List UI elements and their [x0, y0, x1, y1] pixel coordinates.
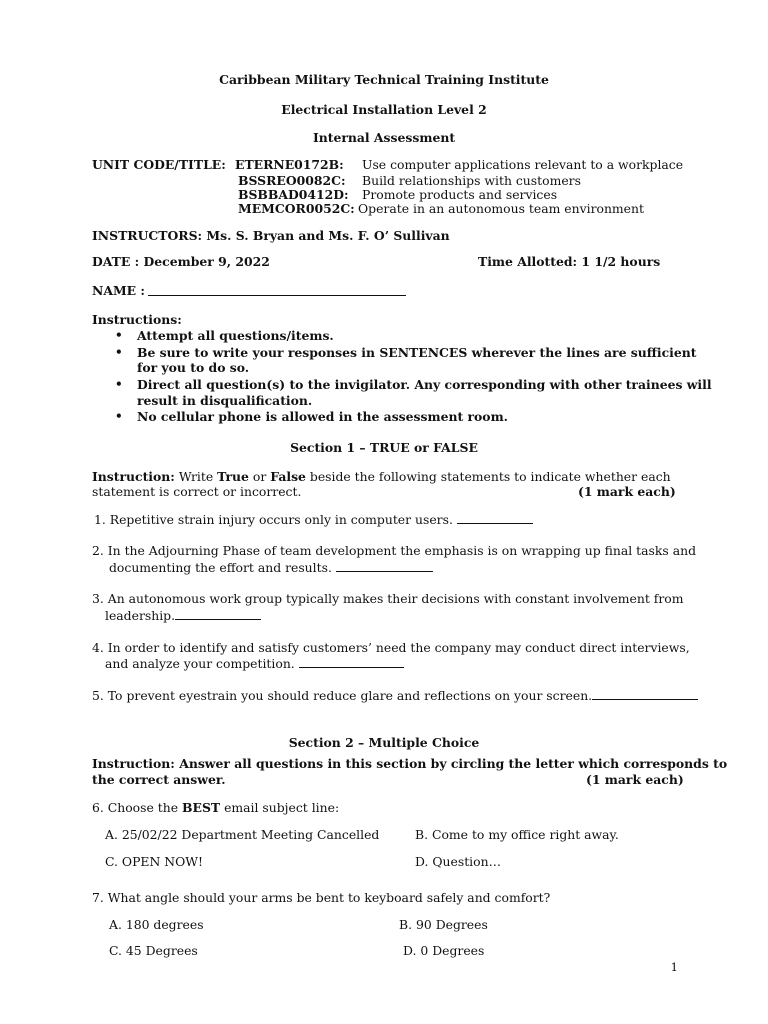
- answer-blank-4[interactable]: [299, 656, 404, 668]
- answer-blank-3[interactable]: [175, 608, 261, 620]
- instructions-heading: Instructions:: [92, 312, 182, 327]
- question-6-stem-b: email subject line:: [224, 800, 340, 815]
- question-2-line1: 2. In the Adjourning Phase of team development the emphasis is on wrapping up final tasks and: [92, 543, 696, 558]
- unit-code-4: MEMCOR0052C:: [238, 201, 355, 216]
- time-allotted: Time Allotted: 1 1/2 hours: [478, 254, 661, 269]
- q6-option-a[interactable]: A. 25/02/22 Department Meeting Cancelled: [105, 827, 380, 842]
- unit-title-3: Promote products and services: [362, 187, 558, 202]
- bullet-dot: •: [115, 345, 123, 359]
- or-word: or: [252, 469, 267, 484]
- question-4-text: and analyze your competition.: [105, 656, 295, 671]
- question-2-text: documenting the effort and results.: [109, 560, 332, 575]
- unit-code-2: BSSREO0082C:: [238, 173, 346, 188]
- section-1-marks: (1 mark each): [578, 484, 676, 499]
- instruction-label: Instruction:: [92, 469, 175, 484]
- unit-code-3: BSBBAD0412D:: [238, 187, 349, 202]
- name-label: NAME :: [92, 283, 145, 298]
- question-1: [94, 512, 533, 527]
- question-3-line1: 3. An autonomous work group typically makes their decisions with constant involvement from: [92, 591, 684, 606]
- unit-title-1: Use computer applications relevant to a workplace: [362, 157, 684, 172]
- unit-code-label: UNIT CODE/TITLE:: [92, 157, 226, 172]
- question-3-text: leadership.: [105, 608, 176, 623]
- question-3-line2: [105, 608, 261, 623]
- bullet-dot: •: [115, 409, 123, 423]
- unit-title-2: Build relationships with customers: [362, 173, 581, 188]
- instruction-text-b: beside the following statements to indicate whether each: [309, 469, 671, 484]
- course-title: Electrical Installation Level 2: [281, 102, 487, 117]
- section-1-instruction: [92, 469, 671, 484]
- question-5: [92, 688, 698, 703]
- question-4-line1: 4. In order to identify and satisfy customers’ need the company may conduct direct interviews,: [92, 640, 690, 655]
- instruction-item-3: Direct all question(s) to the invigilator. Any corresponding with other trainees will: [137, 377, 712, 392]
- bullet-dot: •: [115, 377, 123, 391]
- answer-blank-5[interactable]: [592, 688, 698, 700]
- question-2-line2: [109, 560, 433, 575]
- instructors-line: INSTRUCTORS: Ms. S. Bryan and Ms. F. O’ Sullivan: [92, 228, 450, 243]
- q6-option-c[interactable]: C. OPEN NOW!: [105, 854, 203, 869]
- question-1-text: 1. Repetitive strain injury occurs only in computer users.: [94, 512, 453, 527]
- section-2-title: Section 2 – Multiple Choice: [288, 735, 480, 750]
- instruction-item-2: Be sure to write your responses in SENTENCES wherever the lines are sufficient: [137, 345, 697, 360]
- q7-option-d[interactable]: D. 0 Degrees: [403, 943, 485, 958]
- section-1-title: Section 1 – TRUE or FALSE: [290, 440, 478, 455]
- name-blank-line[interactable]: [148, 284, 406, 296]
- q6-option-b[interactable]: B. Come to my office right away.: [415, 827, 619, 842]
- instruction-item-2-cont: for you to do so.: [137, 360, 250, 375]
- unit-code-1: ETERNE0172B:: [235, 157, 344, 172]
- instruction-text-a: Write: [178, 469, 214, 484]
- false-word: False: [270, 469, 306, 484]
- question-4-line2: [105, 656, 404, 671]
- instruction-item-1: Attempt all questions/items.: [137, 328, 334, 343]
- section-1-instruction-line2: statement is correct or incorrect.: [92, 484, 302, 499]
- instruction-item-4: No cellular phone is allowed in the assessment room.: [137, 409, 508, 424]
- q6-option-d[interactable]: D. Question…: [415, 854, 501, 869]
- section-2-instruction-line2: the correct answer.: [92, 772, 226, 787]
- question-6: [92, 800, 339, 815]
- instruction-item-3-cont: result in disqualification.: [137, 393, 313, 408]
- bullet-dot: •: [115, 328, 123, 342]
- assessment-title: Internal Assessment: [312, 130, 456, 145]
- instruction-label: Instruction:: [92, 756, 175, 771]
- question-6-stem-bold: BEST: [182, 800, 221, 815]
- q7-option-b[interactable]: B. 90 Degrees: [399, 917, 488, 932]
- question-6-stem-a: 6. Choose the: [92, 800, 179, 815]
- exam-date: DATE : December 9, 2022: [92, 254, 270, 269]
- answer-blank-2[interactable]: [336, 560, 433, 572]
- institute-title: Caribbean Military Technical Training Institute: [219, 72, 549, 87]
- q7-option-c[interactable]: C. 45 Degrees: [109, 943, 198, 958]
- q7-option-a[interactable]: A. 180 degrees: [109, 917, 204, 932]
- section-2-instruction-line1: [92, 756, 727, 771]
- page-number: 1: [670, 960, 678, 974]
- section-2-marks: (1 mark each): [586, 772, 684, 787]
- question-7: 7. What angle should your arms be bent to keyboard safely and comfort?: [92, 890, 551, 905]
- question-5-text: 5. To prevent eyestrain you should reduce glare and reflections on your screen.: [92, 688, 593, 703]
- true-word: True: [217, 469, 249, 484]
- unit-title-4: Operate in an autonomous team environment: [358, 201, 644, 216]
- answer-blank-1[interactable]: [457, 512, 533, 524]
- instruction-text: Answer all questions in this section by circling the letter which corresponds to: [179, 756, 728, 771]
